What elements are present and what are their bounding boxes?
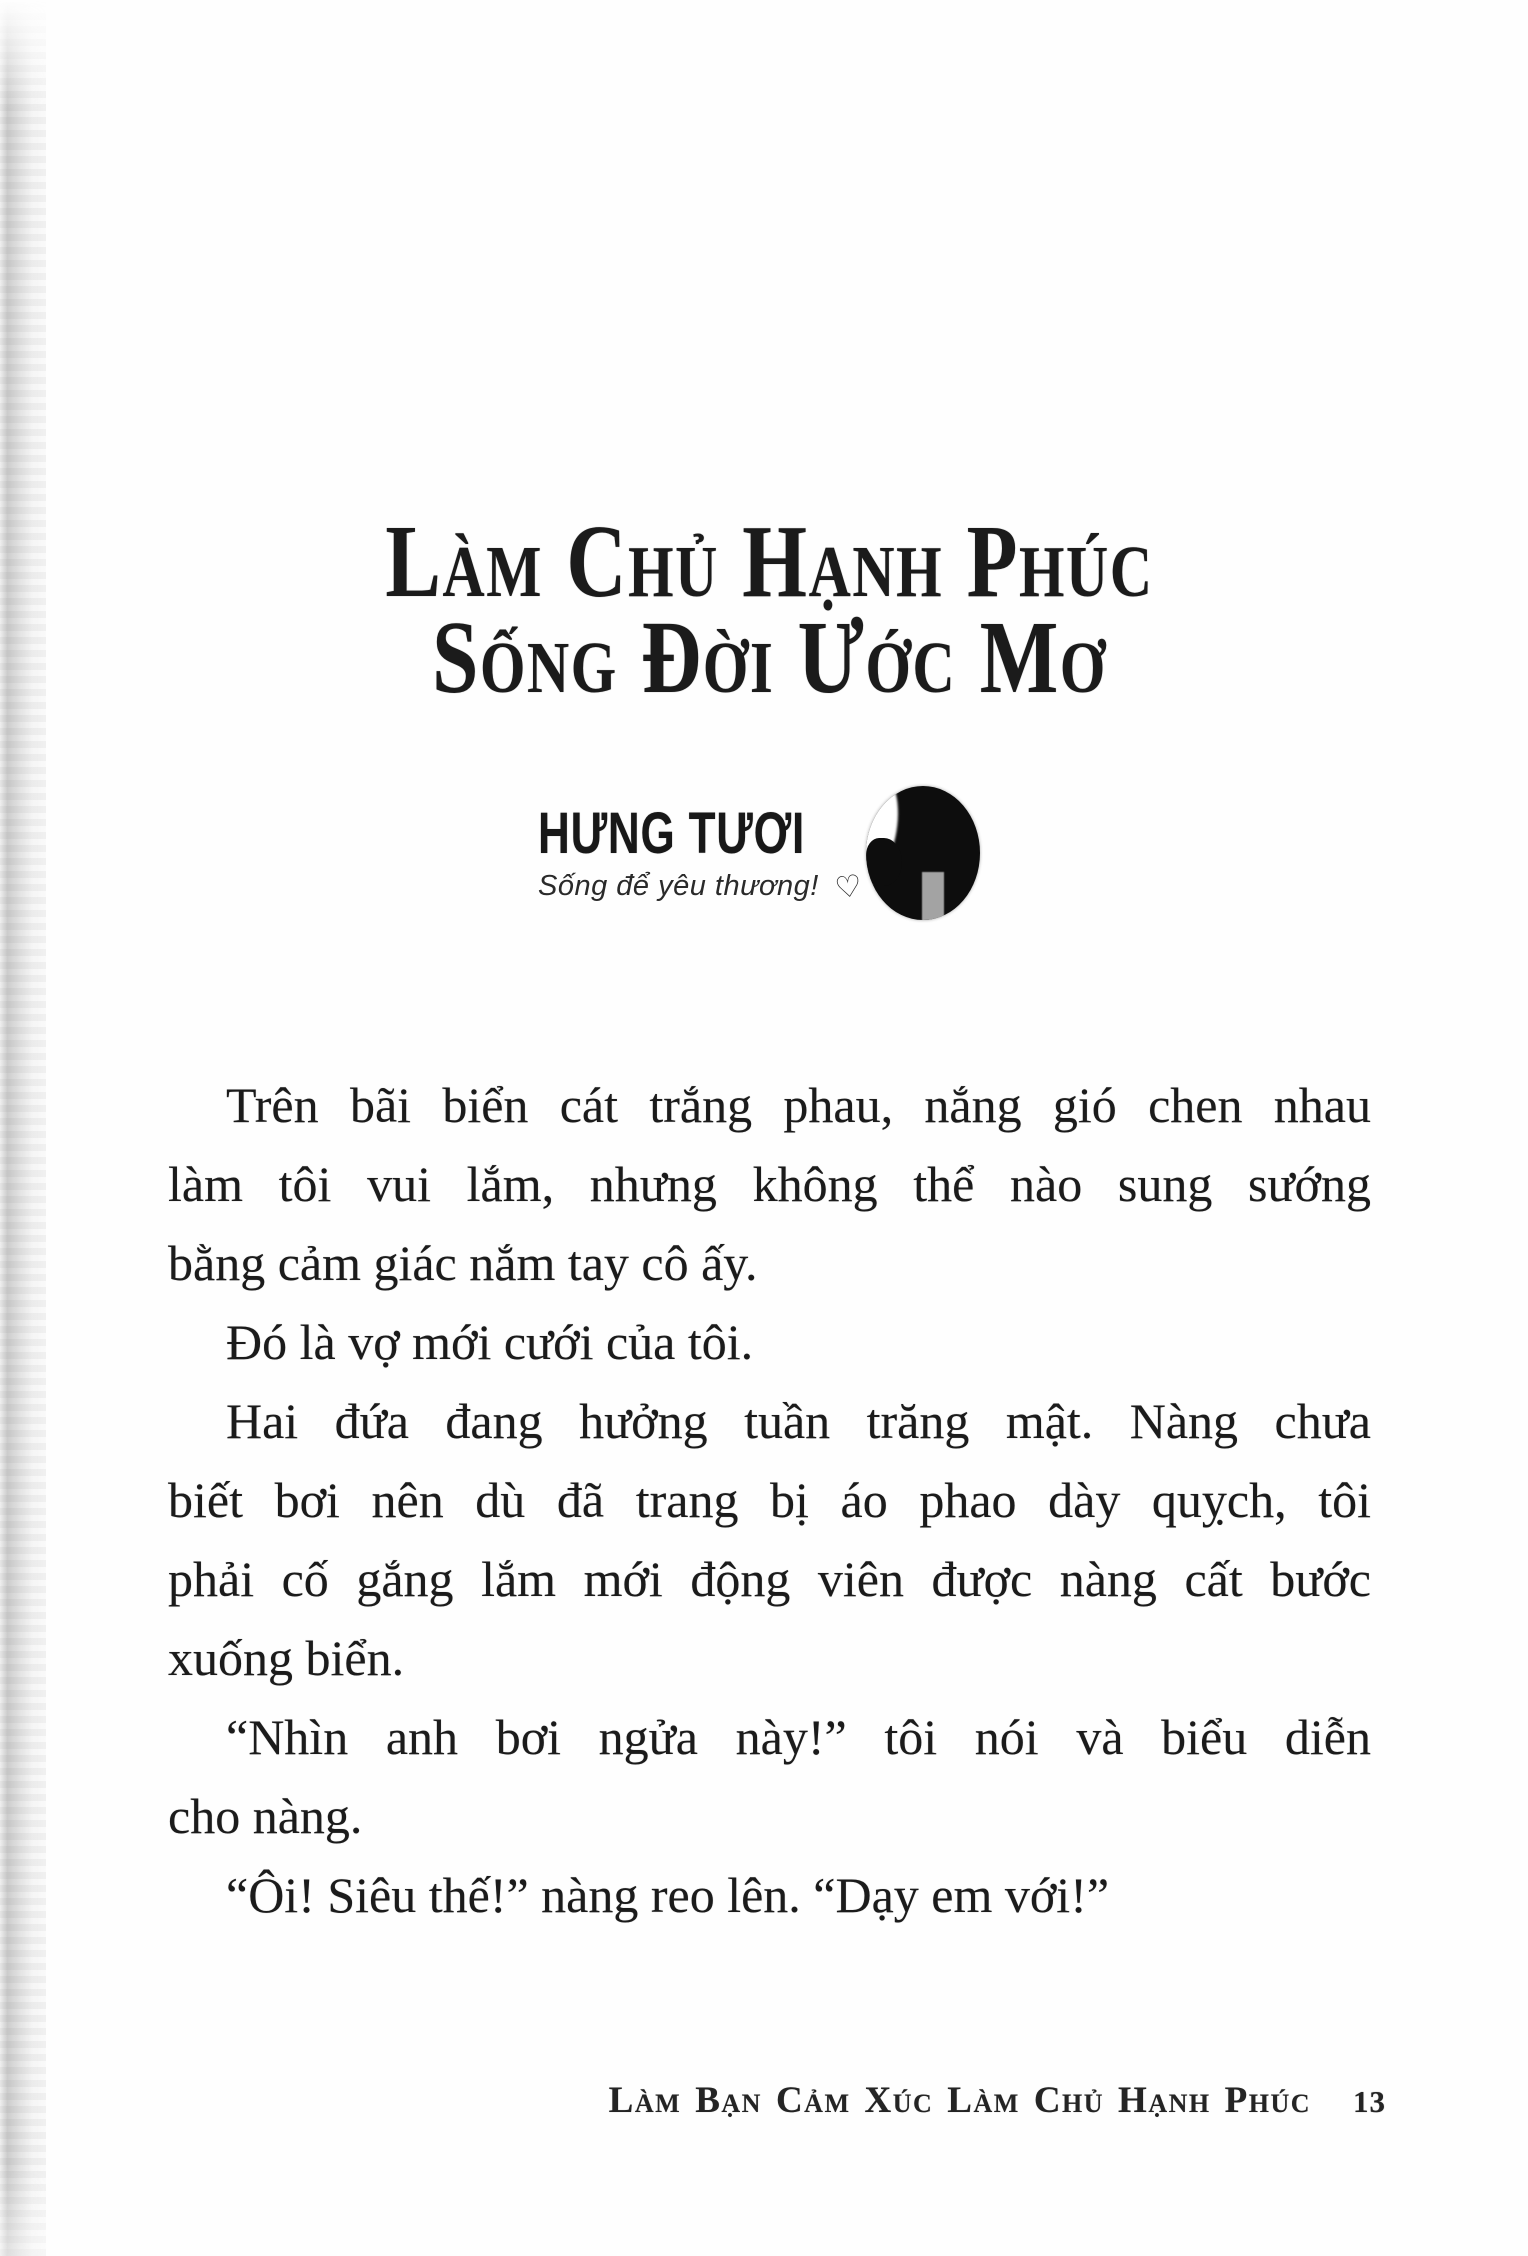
body-text-line: “Nhìn anh bơi ngửa này!” tôi nói và biểu diễn bbox=[226, 1709, 1371, 1765]
body-text-line: biết bơi nên dù đã trang bị áo phao dày quỵch, tôi bbox=[168, 1472, 1371, 1528]
logo-gray-bar bbox=[922, 872, 944, 920]
body-text-line: xuống biển. bbox=[168, 1630, 405, 1686]
chapter-body bbox=[168, 1066, 1371, 1935]
chapter-title-line-2: SỐNG ĐỜI ƯỚC MƠ bbox=[432, 600, 1107, 715]
body-text-line: cho nàng. bbox=[168, 1788, 363, 1844]
heart-icon: ♡ bbox=[832, 868, 865, 907]
logo-black-bump bbox=[866, 838, 902, 886]
page-number: 13 bbox=[1353, 2084, 1386, 2119]
author-block bbox=[538, 801, 868, 907]
body-text-line: bằng cảm giác nắm tay cô ấy. bbox=[168, 1235, 758, 1291]
body-text-line: “Ôi! Siêu thế!” nàng reo lên. “Dạy em với!” bbox=[226, 1867, 1110, 1923]
body-text-line: phải cố gắng lắm mới động viên được nàng cất bước bbox=[168, 1551, 1371, 1607]
body-text-line: Hai đứa đang hưởng tuần trăng mật. Nàng chưa bbox=[226, 1393, 1371, 1449]
author-name: HƯNG TƯƠI bbox=[538, 801, 805, 866]
page-footer bbox=[609, 2082, 1386, 2124]
scan-shadow-gradient bbox=[0, 0, 46, 2256]
body-text-line: làm tôi vui lắm, nhưng không thể nào sung sướng bbox=[168, 1156, 1371, 1212]
chapter-title-line-1: LÀM CHỦ HẠNH PHÚC bbox=[385, 504, 1154, 619]
body-text-line: Trên bãi biển cát trắng phau, nắng gió chen nhau bbox=[226, 1077, 1371, 1133]
author-tagline: Sống để yêu thương! bbox=[538, 870, 819, 902]
author-avatar-logo bbox=[866, 786, 980, 920]
running-title: LÀM BẠN CẢM XÚC LÀM CHỦ HẠNH PHÚC bbox=[608, 2080, 1311, 2121]
logo-disc bbox=[866, 786, 980, 920]
author-tagline-row bbox=[538, 870, 868, 905]
chapter-title bbox=[168, 504, 1371, 716]
body-text-line: Đó là vợ mới cưới của tôi. bbox=[226, 1314, 754, 1370]
